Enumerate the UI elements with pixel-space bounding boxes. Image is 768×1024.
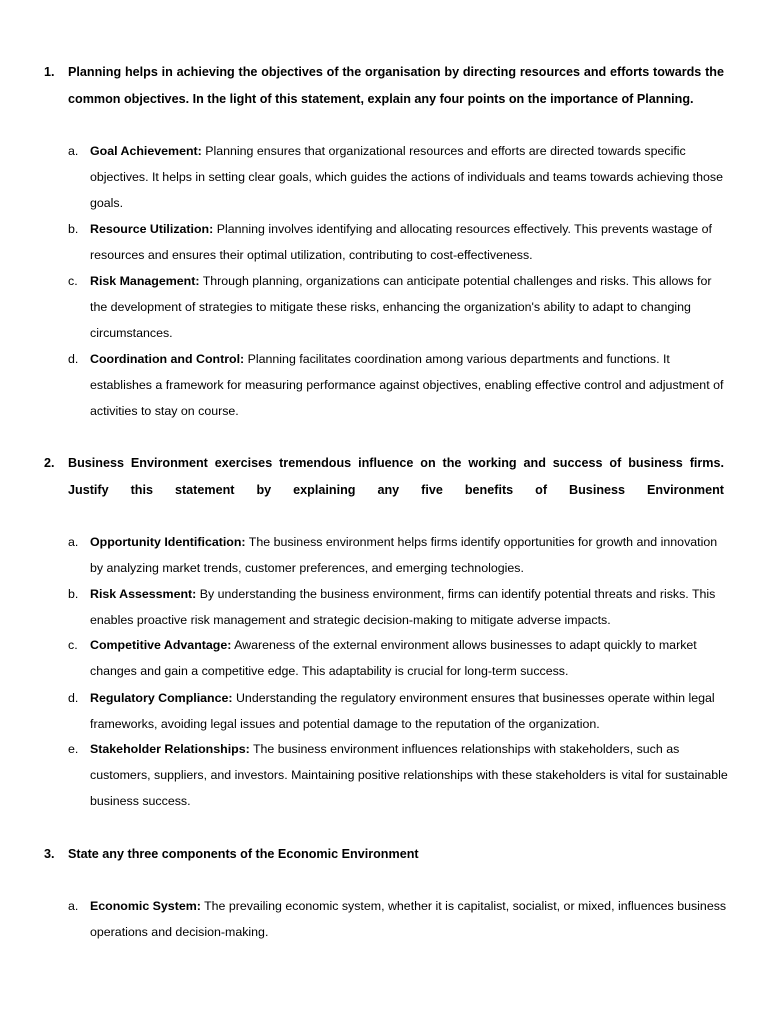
question-number: 3. [44, 847, 55, 861]
question-text: Planning helps in achieving the objectives of the organisation by directing resources and efforts towards the common objectives. In the light of this statement, explain any four points on the importance of Planning. [68, 65, 724, 106]
answer-item [68, 268, 728, 346]
answer-item [68, 216, 728, 268]
answer-item [68, 893, 728, 945]
answer-letter: b. [68, 587, 79, 601]
answer-letter: c. [68, 274, 78, 288]
answer-letter: b. [68, 222, 79, 236]
answer-term: Risk Management: [90, 274, 200, 288]
answer-term: Coordination and Control: [90, 352, 245, 366]
answer-item [68, 529, 728, 581]
answer-text: The business environment helps firms identify opportunities for growth and innovation by analyzing market trends, customer preferences, and emerging technologies. [90, 535, 718, 575]
answer-item [68, 736, 728, 814]
question-number: 2. [44, 456, 55, 470]
answer-letter: c. [68, 638, 78, 652]
answer-text: The prevailing economic system, whether it is capitalist, socialist, or mixed, influences business operations and decision-making. [90, 899, 727, 939]
question-text: Business Environment exercises tremendous influence on the working and success of business firms. Justify this statement by explaining any five benefits of Business Environment [68, 456, 724, 497]
answer-term: Regulatory Compliance: [90, 691, 233, 705]
answer-letter: e. [68, 742, 79, 756]
question-text: State any three components of the Economic Environment [68, 847, 419, 861]
question-1 [44, 59, 724, 113]
answer-item [68, 685, 728, 737]
answer-letter: d. [68, 691, 79, 705]
answer-term: Economic System: [90, 899, 201, 913]
answer-term: Competitive Advantage: [90, 638, 232, 652]
answer-item [68, 581, 728, 633]
answer-letter: a. [68, 144, 79, 158]
question-2 [44, 450, 724, 504]
answer-text: Planning involves identifying and allocating resources effectively. This prevents wastage of resources and ensures their optimal utilization, contributing to cost-effectiveness. [90, 222, 712, 262]
answer-letter: a. [68, 899, 79, 913]
question-3 [44, 841, 724, 868]
answer-text: Planning ensures that organizational resources and efforts are directed towards specific objectives. It helps in setting clear goals, which guides the actions of individuals and teams towards achieving those goals. [90, 144, 723, 210]
answer-item [68, 138, 728, 216]
answer-text: Understanding the regulatory environment ensures that businesses operate within legal frameworks, avoiding legal issues and potential damage to the reputation of the organization. [90, 691, 715, 731]
answer-text: The business environment influences relationships with stakeholders, such as customers, suppliers, and investors. Maintaining positive relationships with these stakeholders is vital for sustainable business success. [90, 742, 728, 808]
answer-term: Goal Achievement: [90, 144, 202, 158]
answer-text: Through planning, organizations can anticipate potential challenges and risks. This allows for the development of strategies to mitigate these risks, enhancing the organization's ability to adapt to changing circumstances. [90, 274, 712, 340]
answer-item [68, 632, 728, 684]
answer-letter: a. [68, 535, 79, 549]
answer-text: By understanding the business environment, firms can identify potential threats and risks. This enables proactive risk management and strategic decision-making to mitigate adverse impacts. [90, 587, 716, 627]
answer-term: Stakeholder Relationships: [90, 742, 250, 756]
answer-item [68, 346, 728, 424]
answer-text: Planning facilitates coordination among various departments and functions. It establishes a framework for measuring performance against objectives, enabling effective control and adjustment of activities to stay on course. [90, 352, 724, 418]
answer-term: Risk Assessment: [90, 587, 197, 601]
answer-term: Resource Utilization: [90, 222, 214, 236]
answer-text: Awareness of the external environment allows businesses to adapt quickly to market changes and gain a competitive edge. This adaptability is crucial for long-term success. [90, 638, 697, 678]
question-number: 1. [44, 65, 55, 79]
answer-letter: d. [68, 352, 79, 366]
answer-term: Opportunity Identification: [90, 535, 246, 549]
